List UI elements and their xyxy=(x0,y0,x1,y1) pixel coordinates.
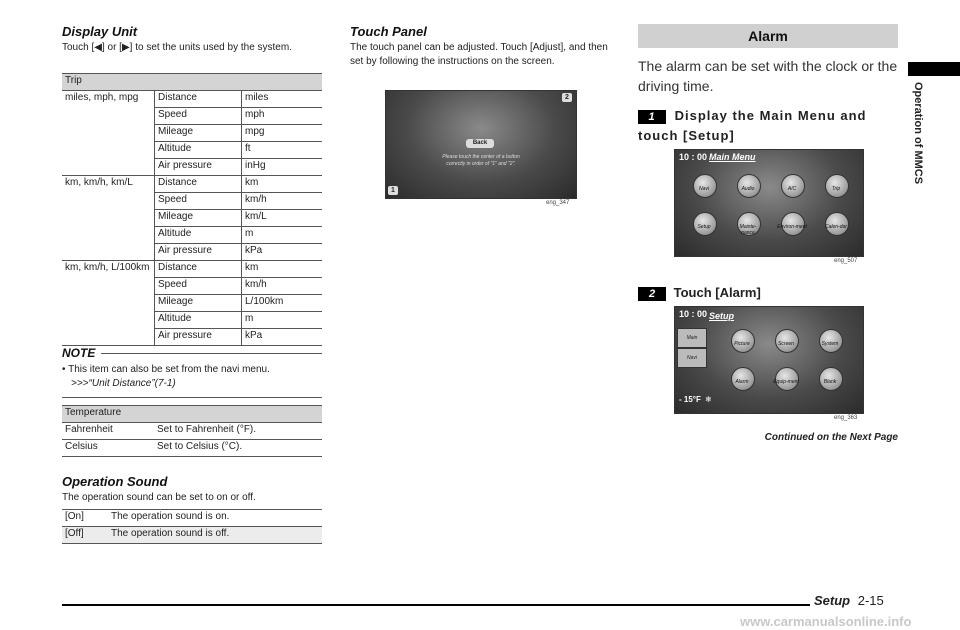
measure-unit: m xyxy=(242,227,323,244)
note-bullet: • This item can also be set from the navi menu. xyxy=(62,364,270,375)
measure-name: Speed xyxy=(155,193,242,210)
menu-button-label: Picture xyxy=(734,341,750,347)
measure-name: Speed xyxy=(155,278,242,295)
measure-name: Mileage xyxy=(155,125,242,142)
tab-main[interactable]: Main xyxy=(677,328,707,348)
measure-unit: km xyxy=(242,261,323,278)
alarm-banner: Alarm xyxy=(638,24,898,48)
menu-button-label: Environ-ment xyxy=(777,224,807,230)
menu-button-label: Trip xyxy=(831,186,841,192)
snowflake-icon: ❄ xyxy=(705,395,712,404)
setup-screenshot xyxy=(674,306,864,414)
left-arrow-icon: ◀ xyxy=(94,42,102,53)
measure-unit: mpg xyxy=(242,125,323,142)
measure-unit: ft xyxy=(242,142,323,159)
measure-unit: L/100km xyxy=(242,295,323,312)
menu-button-label: Alarm xyxy=(735,379,749,385)
temp-row-value: Set to Celsius (°C). xyxy=(154,440,322,457)
menu-button-label: Audio xyxy=(741,186,755,192)
menu-button-label: A/C xyxy=(787,186,797,192)
measure-unit: km/h xyxy=(242,278,323,295)
measure-name: Mileage xyxy=(155,210,242,227)
measure-unit: kPa xyxy=(242,329,323,346)
operation-sound-heading: Operation Sound xyxy=(62,474,168,489)
trip-unit-table xyxy=(62,73,322,346)
measure-unit: mph xyxy=(242,108,323,125)
sound-row-label: [Off] xyxy=(62,527,108,544)
operation-sound-table xyxy=(62,509,322,544)
step-2-number: 2 xyxy=(638,287,666,301)
measure-name: Altitude xyxy=(155,312,242,329)
trip-row xyxy=(62,91,322,108)
measure-name: Speed xyxy=(155,108,242,125)
step-1-number: 1 xyxy=(638,110,666,124)
step-1 xyxy=(638,106,900,146)
menu-button-label: Screen xyxy=(778,341,794,347)
measure-unit: km/h xyxy=(242,193,323,210)
footer-page-ref xyxy=(814,593,884,608)
step-2-text: Touch [Alarm] xyxy=(673,285,761,300)
alarm-text: The alarm can be set with the clock or the driving time. xyxy=(638,58,898,94)
temperature-header: Temperature xyxy=(62,406,322,423)
measure-name: Air pressure xyxy=(155,159,242,176)
measure-unit: m xyxy=(242,312,323,329)
right-arrow-icon: ▶ xyxy=(121,42,130,53)
sound-row-label: [On] xyxy=(62,510,108,527)
measure-name: Air pressure xyxy=(155,329,242,346)
step-1-text: Display the Main Menu and touch [Setup] xyxy=(638,108,867,143)
trip-header: Trip xyxy=(62,74,322,91)
main-menu-title: Main Menu xyxy=(709,152,756,162)
image-caption: eng_507 xyxy=(834,258,858,264)
trip-row xyxy=(62,176,322,193)
menu-button-label: Setup xyxy=(697,224,711,230)
menu-button-label: Equip-ment xyxy=(773,379,799,385)
clock: 10 : 00 xyxy=(679,152,708,162)
temp-row-label: Celsius xyxy=(62,440,154,457)
outside-temperature: - 15°F xyxy=(679,395,701,404)
note-box xyxy=(62,346,322,398)
temp-row-value: Set to Fahrenheit (°F). xyxy=(154,423,322,440)
unit-group-label: km, km/h, km/L xyxy=(62,176,155,261)
measure-name: Altitude xyxy=(155,142,242,159)
side-tab-label: Operation of MMCS xyxy=(912,82,924,185)
calibration-marker-2: 2 xyxy=(562,93,572,102)
measure-unit: inHg xyxy=(242,159,323,176)
touch-panel-text: The touch panel can be adjusted. Touch [Adjust], and then set by following the instructions on the screen. xyxy=(350,42,608,67)
trip-row xyxy=(62,261,322,278)
continued-note: Continued on the Next Page xyxy=(764,432,898,443)
menu-button-label: Mainte-nance xyxy=(739,224,757,236)
measure-unit: km/L xyxy=(242,210,323,227)
note-ref: >>>“Unit Distance”(7-1) xyxy=(71,378,176,389)
display-unit-heading: Display Unit xyxy=(62,24,138,39)
measure-name: Air pressure xyxy=(155,244,242,261)
measure-name: Distance xyxy=(155,91,242,108)
side-tab xyxy=(912,82,928,192)
menu-button-label: Blank xyxy=(823,379,837,385)
clock: 10 : 00 xyxy=(679,309,708,319)
menu-button-label: Navi xyxy=(698,186,709,192)
sound-row-value: The operation sound is on. xyxy=(108,510,322,527)
unit-group-label: miles, mph, mpg xyxy=(62,91,155,176)
touch-panel-screenshot xyxy=(385,90,577,199)
note-title: NOTE xyxy=(62,346,96,360)
footer-rule xyxy=(62,604,810,606)
footer-section: Setup xyxy=(814,593,851,608)
side-tab-marker xyxy=(908,62,960,76)
watermark: www.carmanualsonline.info xyxy=(740,614,912,629)
menu-button-label: System xyxy=(821,341,839,347)
measure-name: Altitude xyxy=(155,227,242,244)
measure-name: Distance xyxy=(155,261,242,278)
unit-group-label: km, km/h, L/100km xyxy=(62,261,155,346)
touch-panel-heading: Touch Panel xyxy=(350,24,427,39)
measure-unit: kPa xyxy=(242,244,323,261)
image-caption: eng_347 xyxy=(546,200,570,206)
image-caption: eng_363 xyxy=(834,415,858,421)
temp-row-label: Fahrenheit xyxy=(62,423,154,440)
sound-row-value: The operation sound is off. xyxy=(108,527,322,544)
main-menu-screenshot xyxy=(674,149,864,257)
calibration-message: Please touch the center of a button correctly in order of "1" and "2". xyxy=(442,154,520,167)
tab-navi[interactable]: Navi xyxy=(677,348,707,368)
footer-page-number: 2-15 xyxy=(857,593,884,608)
step-2 xyxy=(638,283,761,303)
setup-title: Setup xyxy=(709,311,735,321)
measure-unit: km xyxy=(242,176,323,193)
calibration-marker-1: 1 xyxy=(388,186,398,195)
display-unit-intro: Touch [◀] or [▶] to set the units used by the system. xyxy=(62,42,292,53)
back-button[interactable]: Back xyxy=(466,139,494,148)
temperature-table xyxy=(62,405,322,457)
measure-unit: miles xyxy=(242,91,323,108)
menu-button-label: Calen-dar xyxy=(825,224,847,230)
measure-name: Mileage xyxy=(155,295,242,312)
measure-name: Distance xyxy=(155,176,242,193)
operation-sound-text: The operation sound can be set to on or off. xyxy=(62,492,256,503)
